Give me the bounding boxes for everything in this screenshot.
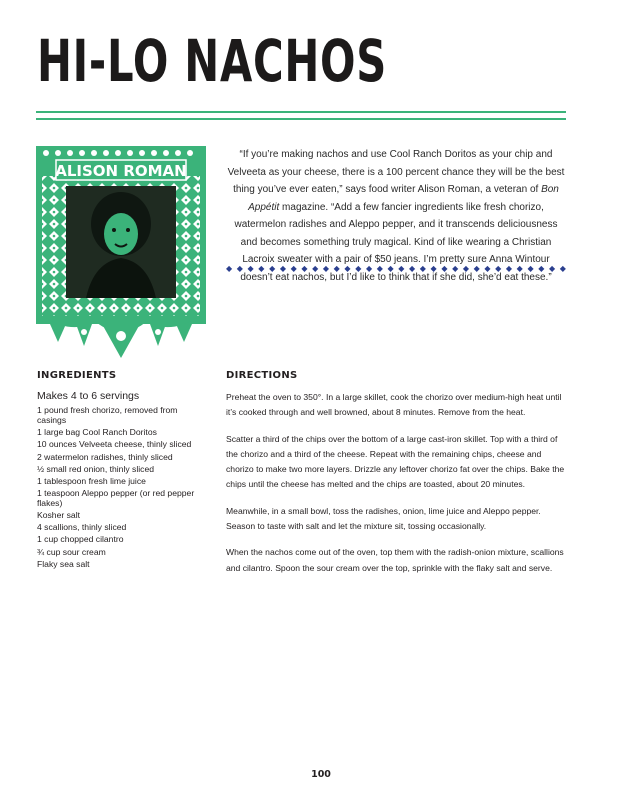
title-rule-bottom	[36, 118, 566, 120]
page-number: 100	[311, 769, 331, 780]
ingredient-item: ½ small red onion, thinly sliced	[37, 463, 155, 474]
page-title: HI-LO NACHOS	[37, 27, 388, 95]
papel-picado-portrait-icon	[36, 146, 206, 360]
servings: Makes 4 to 6 servings	[37, 390, 140, 402]
ingredient-item: 1 teaspoon Aleppo pepper (or red pepper flakes)	[37, 487, 195, 509]
intro-quote: “If you’re making nachos and use Cool Ranch Doritos as your chip and Velveeta as your cheese, there is a 100 percent chance they will be the best thing you’ve ever eaten,” says food writer Alison Roman, a veteran of Bon Appétit magazine. “Add a few fancier ingredients like fresh chorizo, watermelon radishes and Aleppo pepper, and it transcends deliciousness and becomes something truly magical. Kind of like wearing a Christian Lacroix sweater with a pair of $50 jeans. I’m pretty sure Anna Wintour doesn’t eat nachos, but I’d like to think that if she did, she’d eat these.”	[227, 149, 565, 283]
ingredient-item: 1 pound fresh chorizo, removed from casings	[37, 405, 178, 426]
direction-step: Preheat the oven to 350°. In a large skillet, cook the chorizo over medium-high heat until it’s cooked through and well browned, about 8 minutes. Remove from the heat.	[226, 392, 562, 418]
title-rule-top	[36, 111, 566, 113]
ingredient-item: 10 ounces Velveeta cheese, thinly sliced	[37, 439, 192, 450]
ingredient-item: Kosher salt	[37, 510, 80, 521]
directions-heading: DIRECTIONS	[226, 370, 298, 381]
ingredient-item: 1 large bag Cool Ranch Doritos	[37, 427, 157, 438]
ingredient-item: Flaky sea salt	[37, 558, 90, 569]
ingredient-item: ¾ cup sour cream	[37, 546, 106, 557]
direction-step: Scatter a third of the chips over the bottom of a large cast-iron skillet. Top with a third of the chorizo and a third of the cheese. Repeat with the remaining chips, cheese and chorizo to make two more layers. Drizzle any leftover chorizo fat over the chips. Bake the chips until the cheese has melted and the chips are toasted, about 20 minutes.	[226, 433, 565, 490]
ingredient-item: 1 cup chopped cilantro	[37, 534, 124, 545]
direction-step: When the nachos come out of the oven, top them with the radish-onion mixture, scallions and cilantro. Spoon the sour cream over the top, sprinkle with the flaky salt and serve.	[226, 547, 564, 573]
ingredient-list	[37, 405, 202, 571]
diamond-divider: ◆ ◆ ◆ ◆ ◆ ◆ ◆ ◆ ◆ ◆ ◆ ◆ ◆ ◆ ◆ ◆ ◆ ◆ ◆ ◆ ◆ ◆ ◆ ◆ ◆ ◆ ◆ ◆ ◆ ◆ ◆ ◆	[226, 264, 566, 273]
direction-step: Meanwhile, in a small bowl, toss the radishes, onion, lime juice and Aleppo pepper. Season to taste with salt and let the mixture sit, tossing occasionally.	[226, 505, 541, 532]
directions-list	[226, 390, 568, 587]
banner-name: ALISON ROMAN	[55, 162, 187, 180]
ingredient-item: 4 scallions, thinly sliced	[37, 522, 127, 533]
ingredients-heading: INGREDIENTS	[37, 370, 117, 381]
ingredient-item: 1 tablespoon fresh lime juice	[37, 475, 146, 486]
ingredient-item: 2 watermelon radishes, thinly sliced	[37, 451, 173, 462]
